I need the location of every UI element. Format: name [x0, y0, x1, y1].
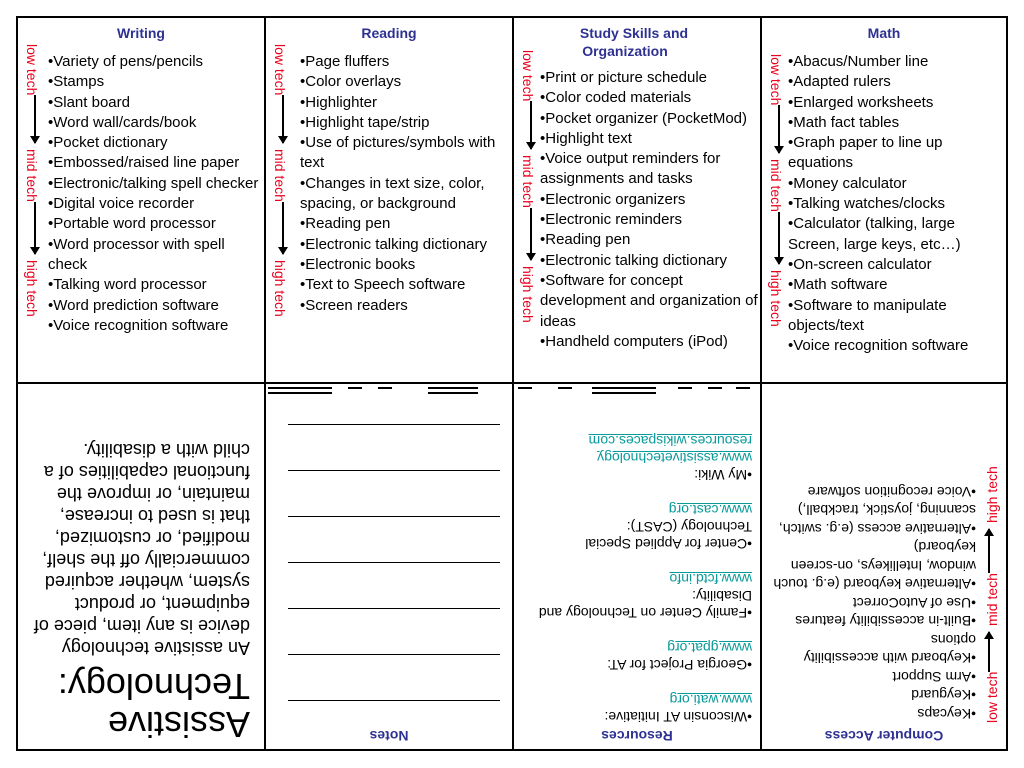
- list-item: •Electronic books: [300, 255, 416, 273]
- list-item: •Page fluffers: [300, 53, 390, 70]
- list-item: •Word processor with spell check: [48, 235, 225, 273]
- list-item: •Stamps: [48, 73, 105, 91]
- high-tech-label: high tech: [24, 260, 40, 318]
- list-item: •Math fact tables: [788, 113, 900, 131]
- study-list: [540, 68, 758, 352]
- definition-title-line2: Technology:: [57, 666, 250, 707]
- math-list: [788, 52, 1002, 356]
- list-item: •Built-in accessibility features: [795, 613, 976, 630]
- mid-tech-label: mid tech: [24, 149, 40, 203]
- mid-tech-label: mid tech: [520, 155, 536, 209]
- resource-name: •Georgia Project for AT:: [607, 657, 752, 673]
- high-tech-label: high tech: [272, 260, 288, 318]
- resource-name: •Family Center on Technology and Disability:: [538, 588, 752, 621]
- fold-dash: [678, 387, 692, 389]
- list-item: •Adapted rulers: [788, 73, 891, 91]
- mid-tech-label: mid tech: [272, 149, 288, 203]
- notes-title: Notes: [369, 728, 409, 744]
- high-tech-label: high tech: [768, 270, 784, 328]
- resource-link[interactable]: www.gpat.org: [667, 640, 752, 656]
- low-tech-label: low tech: [520, 50, 536, 102]
- list-item: •Math software: [788, 276, 888, 294]
- fold-dash: [518, 387, 532, 389]
- math-title: Math: [867, 25, 901, 41]
- list-item: •Talking word processor: [48, 276, 207, 294]
- definition-title: [28, 667, 250, 743]
- list-item: •On-screen calculator: [788, 255, 932, 273]
- math-tech-scale: [768, 54, 790, 327]
- mid-tech-label: mid tech: [984, 572, 1000, 626]
- list-item: •Software for concept development and organization of ideas: [540, 271, 758, 330]
- list-item: •Screen readers: [300, 296, 408, 314]
- resource-name: •Wisconsin AT Initiative:: [604, 709, 752, 725]
- fold-dash: [268, 392, 332, 394]
- resource-entry: [522, 691, 752, 725]
- writing-title: Writing: [117, 25, 165, 41]
- fold-dash: [592, 387, 656, 389]
- list-item: •Alternative access (e.g. switch, scanning, joystick, trackball,): [778, 502, 976, 537]
- high-tech-label: high tech: [984, 465, 1000, 523]
- computer-panel: [762, 384, 1006, 751]
- list-item: •Highlighter: [300, 93, 377, 111]
- list-item: •Electronic reminders: [540, 211, 682, 229]
- list-item: •Reading pen: [540, 231, 631, 249]
- resource-entry: [522, 570, 752, 621]
- list-item: •Arm Support: [892, 669, 976, 685]
- list-item: •Word wall/cards/book: [48, 113, 197, 131]
- arrow-icon: [778, 212, 780, 264]
- list-item: •Print or picture schedule: [540, 69, 707, 86]
- list-item: •Abacus/Number line: [788, 53, 929, 70]
- note-line: [288, 700, 500, 701]
- list-item: •Embossed/raised line paper: [48, 154, 240, 172]
- resources-title: Resources: [601, 728, 673, 744]
- list-item: •Keycaps: [917, 706, 976, 722]
- arrow-icon: [530, 101, 532, 149]
- resource-name: •My Wiki:: [694, 467, 752, 483]
- list-item: •Slant board: [48, 93, 130, 111]
- resource-link[interactable]: www.assistivetechnology resources.wikispaces.com: [588, 433, 752, 466]
- note-line: [288, 562, 500, 563]
- resource-link[interactable]: www.fctd.info: [669, 571, 752, 587]
- note-line: [288, 470, 500, 471]
- low-tech-label: low tech: [984, 671, 1000, 723]
- note-line: [288, 608, 500, 609]
- definition-text: An assistive technology device is any item, piece of equipment, or product system, whether acquired commercially off the shelf, modified, or customized, that is used to increase, maintain, or improve the functional capabilities of a child with a disability.: [33, 440, 250, 658]
- fold-dash: [378, 387, 392, 389]
- list-item: •Color overlays: [300, 73, 402, 91]
- low-tech-label: low tech: [768, 54, 784, 106]
- arrow-icon: [530, 208, 532, 260]
- list-item: •Voice recognition software: [48, 316, 229, 334]
- computer-title: Computer Access: [824, 728, 944, 744]
- list-item: •Highlight tape/strip: [300, 113, 430, 131]
- resources-list: [522, 414, 752, 725]
- note-line: [288, 516, 500, 517]
- list-item: •Pocket dictionary: [48, 134, 168, 152]
- arrow-icon: [34, 202, 36, 254]
- writing-tech-scale: [24, 44, 46, 317]
- list-item: •Color coded materials: [540, 89, 692, 107]
- list-item: •Pocket organizer (PocketMod): [540, 109, 748, 127]
- resource-name: •Center for Applied Special Technology (CAST):: [585, 519, 752, 552]
- reading-list: [300, 52, 512, 316]
- study-tech-scale: [520, 50, 542, 323]
- list-item: •Keyboard with accessibility options: [803, 632, 976, 667]
- note-line: [288, 424, 500, 425]
- fold-dash: [592, 392, 656, 394]
- fold-dash: [428, 392, 478, 394]
- study-title-line2: Organization: [582, 43, 668, 59]
- list-item: •Use of AutoCorrect: [852, 595, 976, 611]
- fold-dash: [268, 387, 332, 389]
- fold-dash: [558, 387, 572, 389]
- high-tech-label: high tech: [520, 266, 536, 324]
- resource-entry: [522, 432, 752, 483]
- list-item: •Electronic talking dictionary: [300, 235, 488, 253]
- list-item: •Voice recognition software: [788, 337, 969, 355]
- list-item: •Reading pen: [300, 215, 391, 233]
- reading-title: Reading: [361, 25, 417, 41]
- list-item: •Changes in text size, color, spacing, or background: [300, 174, 485, 213]
- resource-entry: [522, 501, 752, 552]
- reading-panel: [266, 18, 512, 382]
- arrow-icon: [34, 95, 36, 143]
- fold-dash: [428, 387, 478, 389]
- resource-link[interactable]: www.cast.org: [668, 502, 752, 518]
- arrow-icon: [282, 202, 284, 254]
- low-tech-label: low tech: [24, 44, 40, 96]
- list-item: •Graph paper to line up equations: [788, 134, 943, 172]
- resources-panel: [514, 384, 760, 751]
- resource-entry: [522, 639, 752, 673]
- list-item: •Handheld computers (iPod): [540, 332, 728, 350]
- computer-list: [768, 483, 976, 724]
- notes-panel: [266, 384, 512, 751]
- brochure-sheet: [16, 16, 1008, 751]
- mid-tech-label: mid tech: [768, 159, 784, 213]
- writing-list: [48, 52, 262, 336]
- list-item: •Voice output reminders for assignments and tasks: [540, 150, 721, 188]
- computer-tech-scale: [978, 466, 1000, 723]
- list-item: •Use of pictures/symbols with text: [300, 134, 496, 172]
- definition-title-line1: Assistive: [107, 704, 250, 745]
- writing-panel: [18, 18, 264, 382]
- list-item: •Voice recognition software: [807, 484, 976, 500]
- low-tech-label: low tech: [272, 44, 288, 96]
- fold-dash: [708, 387, 722, 389]
- list-item: •Text to Speech software: [300, 276, 466, 294]
- fold-dash: [348, 387, 362, 389]
- list-item: •Alternative keyboard (e.g. touch window, Intellikeys, on-screen keyboard): [773, 539, 976, 593]
- fold-dash: [736, 387, 750, 389]
- definition-panel: [18, 384, 264, 751]
- arrow-icon: [988, 632, 990, 672]
- note-line: [288, 654, 500, 655]
- arrow-icon: [988, 529, 990, 573]
- list-item: •Enlarged worksheets: [788, 93, 934, 111]
- list-item: •Portable word processor: [48, 215, 216, 233]
- list-item: •Money calculator: [788, 174, 907, 192]
- reading-tech-scale: [272, 44, 294, 317]
- list-item: •Electronic/talking spell checker: [48, 174, 259, 192]
- list-item: •Talking watches/clocks: [788, 195, 945, 213]
- study-panel: [514, 18, 760, 382]
- math-panel: [762, 18, 1006, 382]
- resource-link[interactable]: www.wati.org: [669, 692, 752, 708]
- list-item: •Electronic organizers: [540, 190, 686, 208]
- list-item: •Digital voice recorder: [48, 195, 195, 213]
- study-title: [514, 24, 760, 60]
- list-item: •Software to manipulate objects/text: [788, 296, 947, 334]
- arrow-icon: [282, 95, 284, 143]
- list-item: •Electronic talking dictionary: [540, 251, 728, 269]
- list-item: •Variety of pens/pencils: [48, 53, 204, 70]
- list-item: •Highlight text: [540, 129, 632, 147]
- list-item: •Calculator (talking, large Screen, large keys, etc…): [788, 215, 961, 253]
- list-item: •Word prediction software: [48, 296, 219, 314]
- arrow-icon: [778, 105, 780, 153]
- list-item: •Keyguard: [911, 687, 976, 704]
- study-title-line1: Study Skills and: [579, 25, 689, 41]
